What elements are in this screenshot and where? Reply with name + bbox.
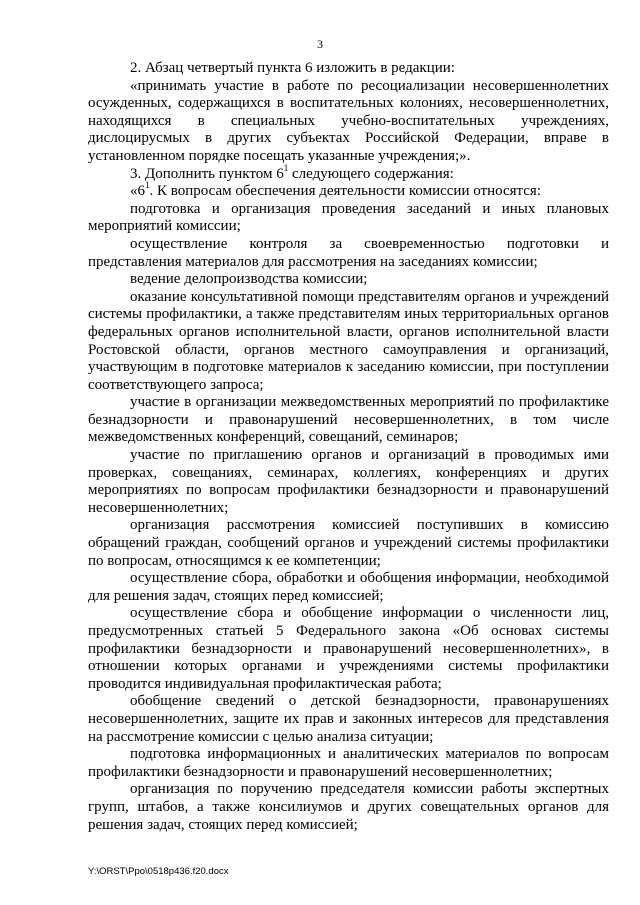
paragraph: осуществление сбора и обобщение информации о численности лиц, предусмотренных статьей 5 Федерального закона «Об основах системы профилактики безнадзорности и правонарушений несовершеннолетних», в отношении которых органами и учреждениями системы профилактики проводится индивидуальная профилактическая работа; — [88, 605, 609, 692]
paragraph: «принимать участие в работе по ресоциализации несовершеннолетних осужденных, содержащихся в воспитательных колониях, несовершеннолетних, находящихся в специальных учебно-воспитательных учреждениях, дислоцирусмых в других субъектах Российской Федерации, вправе в установленном порядке посещать указанные учреждения;». — [88, 77, 609, 164]
paragraph: подготовка информационных и аналитических материалов по вопросам профилактики безнадзорности и правонарушений несовершеннолетних; — [88, 746, 609, 780]
document-body — [88, 60, 609, 834]
paragraph-text: . К вопросам обеспечения деятельности комиссии относятся: — [149, 183, 541, 200]
superscript: 1 — [145, 180, 150, 191]
paragraph — [88, 180, 609, 201]
paragraph-text: 3. Дополнить пунктом 6 — [130, 165, 284, 182]
paragraph: обобщение сведений о детской безнадзорности, правонарушениях несовершеннолетних, защите их прав и законных интересов для представления на рассмотрение комиссии с целью анализа ситуации; — [88, 693, 609, 745]
paragraph: подготовка и организация проведения заседаний и иных плановых мероприятий комиссии; — [88, 200, 609, 235]
paragraph — [88, 162, 609, 184]
paragraph: оказание консультативной помощи представителям органов и учреждений системы профилактики, а также представителям иных территориальных органов федеральных органов исполнительной власти, органов исполнительной власти Ростовской области, органов местного самоуправления и организаций, участвующим в подготовке материалов к заседанию комиссии, при поступлении соответствующего запроса; — [88, 288, 609, 393]
paragraph: осуществление контроля за своевременностью подготовки и представления материалов для рассмотрения на заседаниях комиссии; — [88, 235, 609, 270]
superscript: 1 — [283, 162, 289, 173]
file-path-footer: Y:\ORST\Ppo\0518p436.f20.docx — [88, 866, 229, 877]
page-number: 3 — [317, 37, 323, 51]
paragraph-text: «6 — [130, 183, 145, 200]
paragraph: осуществление сбора, обработки и обобщения информации, необходимой для решения задач, стоящих перед комиссией; — [88, 570, 609, 604]
paragraph: организация по поручению председателя комиссии работы экспертных групп, штабов, а также консилиумов и других совещательных органов для решения задач, стоящих перед комиссией; — [88, 781, 609, 833]
paragraph: организация рассмотрения комиссией поступивших в комиссию обращений граждан, сообщений органов и учреждений системы профилактики по вопросам, относящимся к ее компетенции; — [88, 517, 609, 569]
paragraph-text: следующего содержания: — [288, 165, 454, 182]
paragraph: участие по приглашению органов и организаций в проводимых ими проверках, совещаниях, семинарах, коллегиях, конференциях и других мероприятиях по вопросам профилактики безнадзорности и правонарушений несовершеннолетних; — [88, 447, 609, 516]
paragraph: ведение делопроизводства комиссии; — [130, 271, 368, 288]
paragraph: участие в организации межведомственных мероприятий по профилактике безнадзорности и правонарушений несовершеннолетних, в том числе межведомственных конференций, совещаний, семинаров; — [88, 394, 609, 446]
paragraph: 2. Абзац четвертый пункта 6 изложить в редакции: — [130, 60, 455, 76]
